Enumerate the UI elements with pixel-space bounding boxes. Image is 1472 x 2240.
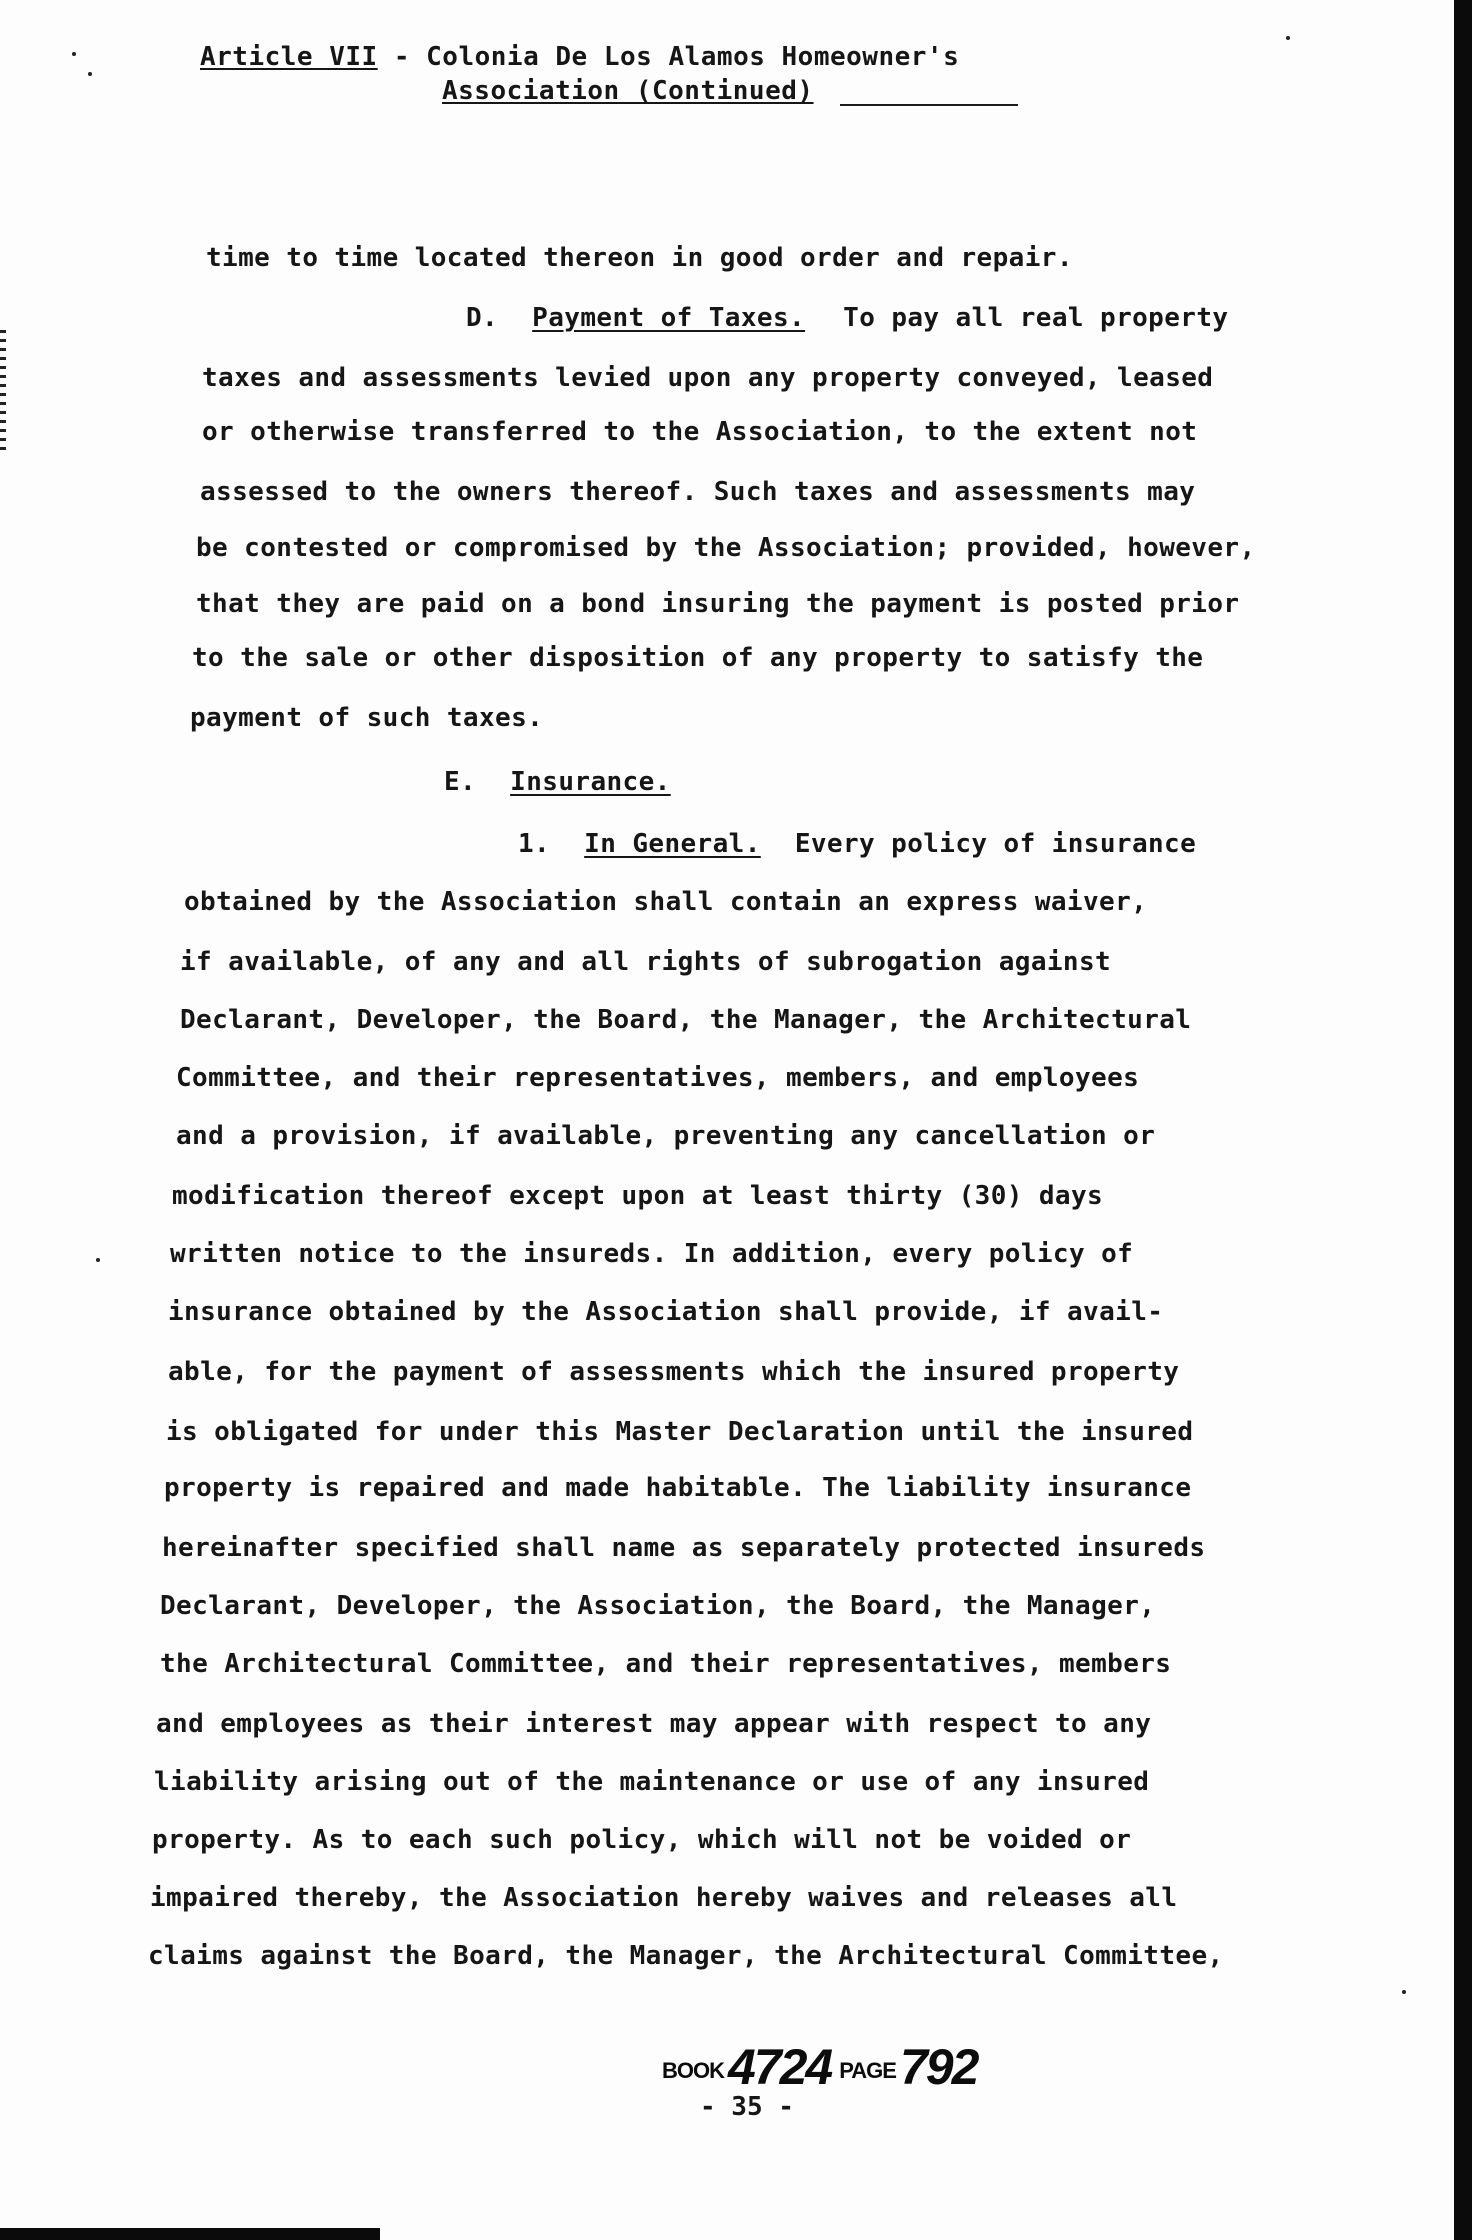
- text-line: liability arising out of the maintenance or use of any insured: [154, 1767, 1150, 1797]
- text-line: property is repaired and made habitable. The liability insurance: [164, 1473, 1192, 1503]
- scan-binding-marks: [0, 330, 6, 450]
- section-d-heading: Payment of Taxes.: [532, 303, 806, 333]
- section-d-letter: D.: [466, 303, 499, 333]
- text-line: claims against the Board, the Manager, the Architectural Committee,: [148, 1941, 1224, 1971]
- book-page-stamp: [662, 2038, 985, 2096]
- scan-edge-right: [1454, 0, 1472, 2240]
- header-rule: [840, 104, 1018, 106]
- text-line: time to time located thereon in good order and repair.: [206, 243, 1073, 273]
- subsection-1-line: [518, 826, 1196, 862]
- text-line: Declarant, Developer, the Association, the Board, the Manager,: [160, 1591, 1156, 1621]
- text-line: and employees as their interest may appear with respect to any: [156, 1709, 1152, 1739]
- text-line: is obligated for under this Master Declaration until the insured: [166, 1417, 1194, 1447]
- text-line: insurance obtained by the Association shall provide, if avail-: [168, 1297, 1164, 1327]
- scan-speck: [88, 72, 92, 76]
- section-d-line: [466, 300, 1228, 336]
- subsection-1-heading: In General.: [584, 829, 761, 859]
- section-d-text: To pay all real property: [843, 303, 1229, 333]
- scan-speck: [72, 52, 76, 56]
- text-line: taxes and assessments levied upon any property conveyed, leased: [202, 363, 1214, 393]
- book-label: BOOK: [662, 2058, 724, 2083]
- text-line: hereinafter specified shall name as separately protected insureds: [162, 1533, 1206, 1563]
- section-e-letter: E.: [444, 767, 477, 797]
- text-line: payment of such taxes.: [190, 703, 544, 733]
- text-line: Declarant, Developer, the Board, the Manager, the Architectural: [180, 1005, 1192, 1035]
- page-label: PAGE: [839, 2058, 896, 2083]
- text-line: and a provision, if available, preventing any cancellation or: [176, 1121, 1156, 1151]
- text-line: if available, of any and all rights of subrogation against: [180, 947, 1112, 977]
- text-line: written notice to the insureds. In addition, every policy of: [170, 1239, 1134, 1269]
- text-line: able, for the payment of assessments which the insured property: [168, 1357, 1180, 1387]
- page-folio: - 35 -: [700, 2092, 794, 2122]
- text-line: obtained by the Association shall contain an express waiver,: [184, 887, 1148, 917]
- text-line: modification thereof except upon at least thirty (30) days: [172, 1181, 1104, 1211]
- scan-speck: [1402, 1990, 1406, 1994]
- subsection-1-number: 1.: [518, 829, 551, 859]
- header-title-line1: Colonia De Los Alamos Homeowner's: [426, 42, 960, 72]
- header-title-line2: Association (Continued): [442, 76, 814, 106]
- text-line: Committee, and their representatives, members, and employees: [176, 1063, 1140, 1093]
- article-label: Article VII: [200, 42, 378, 72]
- section-e-line: [444, 764, 671, 800]
- page-header: [200, 40, 960, 106]
- text-line: impaired thereby, the Association hereby waives and releases all: [150, 1883, 1178, 1913]
- page-number: 792: [899, 2039, 978, 2095]
- text-line: property. As to each such policy, which will not be voided or: [152, 1825, 1132, 1855]
- text-line: that they are paid on a bond insuring the payment is posted prior: [196, 589, 1240, 619]
- text-line: be contested or compromised by the Association; provided, however,: [196, 533, 1256, 563]
- text-line: assessed to the owners thereof. Such taxes and assessments may: [200, 477, 1196, 507]
- subsection-1-text: Every policy of insurance: [794, 829, 1197, 859]
- scan-speck: [96, 1258, 100, 1262]
- text-line: to the sale or other disposition of any property to satisfy the: [192, 643, 1204, 673]
- text-line: or otherwise transferred to the Association, to the extent not: [202, 417, 1198, 447]
- header-dash: -: [393, 42, 410, 72]
- scan-edge-bottom: [0, 2228, 380, 2240]
- text-line: the Architectural Committee, and their representatives, members: [160, 1649, 1172, 1679]
- scan-speck: [1286, 36, 1290, 40]
- book-number: 4724: [728, 2039, 832, 2095]
- section-e-heading: Insurance.: [510, 767, 671, 797]
